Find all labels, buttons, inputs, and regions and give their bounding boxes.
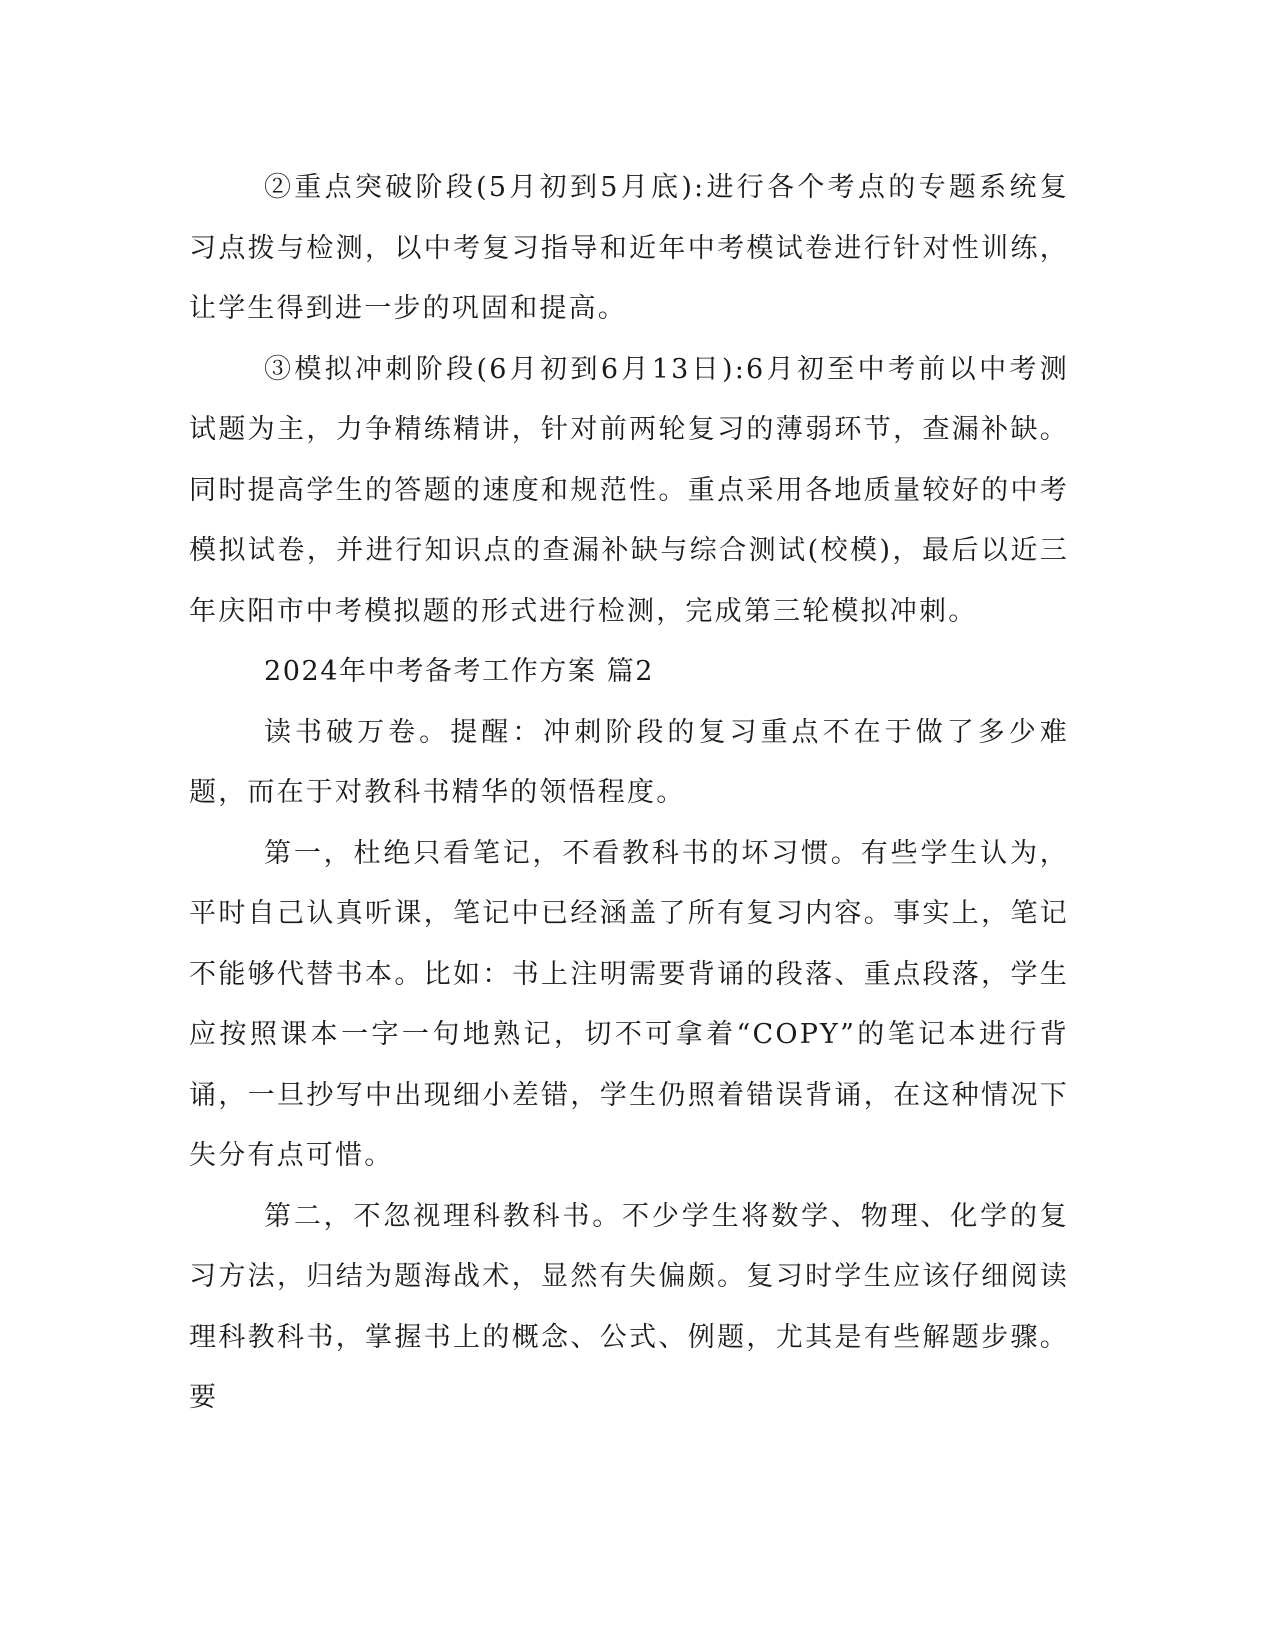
paragraph-stage-two: ②重点突破阶段(5月初到5月底):进行各个考点的专题系统复习点拨与检测，以中考复习指导和近年中考模试卷进行针对性训练，让学生得到进一步的巩固和提高。: [189, 172, 1069, 324]
paragraph-first-point: 第一，杜绝只看笔记，不看教科书的坏习惯。有些学生认为，平时自己认真听课，笔记中已经涵盖了所有复习内容。事实上，笔记不能够代替书本。比如：书上注明需要背诵的段落、重点段落，学生应按照课本一字一句地熟记，切不可拿着“COPY”的笔记本进行背诵，一旦抄写中出现细小差错，学生仍照着错误背诵，在这种情况下失分有点可惜。: [189, 837, 1069, 1171]
section-heading: 2024年中考备考工作方案 篇2: [264, 656, 655, 687]
document-body: [189, 158, 1069, 1429]
paragraph-stage-three: ③模拟冲刺阶段(6月初到6月13日):6月初至中考前以中考测试题为主，力争精练精讲，针对前两轮复习的薄弱环节，查漏补缺。同时提高学生的答题的速度和规范性。重点采用各地质量较好的中考模拟试卷，并进行知识点的查漏补缺与综合测试(校模)，最后以近三年庆阳市中考模拟题的形式进行检测，完成第三轮模拟冲刺。: [189, 353, 1069, 627]
paragraph-second-point: 第二，不忽视理科教科书。不少学生将数学、物理、化学的复习方法，归结为题海战术，显然有失偏颇。复习时学生应该仔细阅读理科教科书，掌握书上的概念、公式、例题，尤其是有些解题步骤。要: [189, 1200, 1069, 1413]
paragraph-reading: 读书破万卷。提醒：冲刺阶段的复习重点不在于做了多少难题，而在于对教科书精华的领悟程度。: [189, 716, 1069, 808]
